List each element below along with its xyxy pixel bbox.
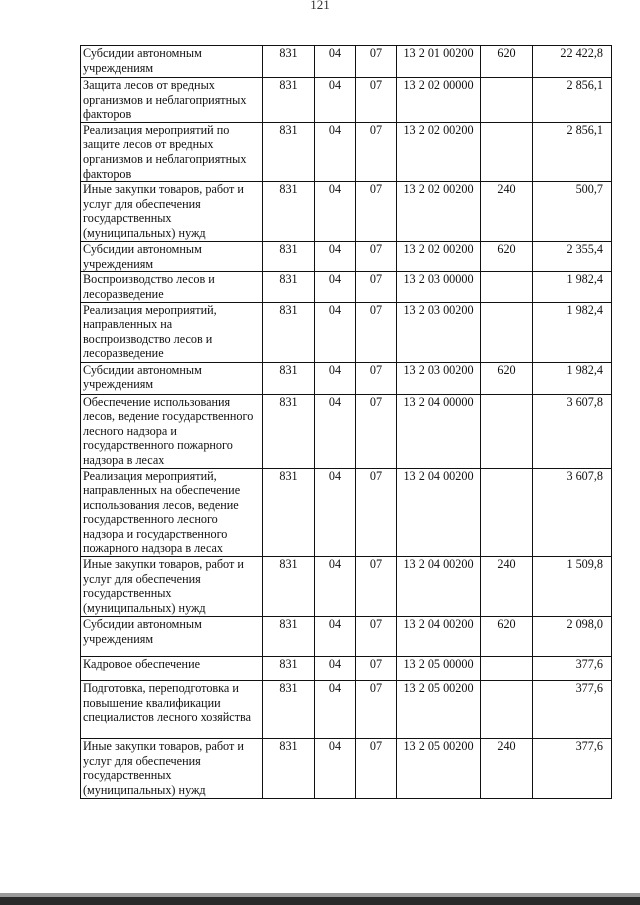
cell-ministry: 831 [263, 617, 315, 657]
cell-subsection: 07 [356, 657, 397, 681]
cell-kind [481, 272, 533, 302]
table-row [81, 468, 612, 557]
cell-amount: 1 982,4 [533, 362, 612, 394]
cell-name: Защита лесов от вредных организмов и неблагоприятных факторов [81, 78, 263, 123]
cell-subsection: 07 [356, 242, 397, 272]
cell-kind [481, 394, 533, 468]
cell-target: 13 2 03 00000 [397, 272, 481, 302]
cell-target: 13 2 02 00200 [397, 242, 481, 272]
cell-ministry: 831 [263, 272, 315, 302]
cell-subsection: 07 [356, 394, 397, 468]
cell-ministry: 831 [263, 394, 315, 468]
cell-ministry: 831 [263, 182, 315, 242]
cell-name: Иные закупки товаров, работ и услуг для обеспечения государственных (муниципальных) нужд [81, 557, 263, 617]
cell-section: 04 [315, 242, 356, 272]
cell-section: 04 [315, 557, 356, 617]
cell-subsection: 07 [356, 122, 397, 181]
table-row [81, 46, 612, 78]
cell-section: 04 [315, 122, 356, 181]
cell-target: 13 2 02 00000 [397, 78, 481, 123]
cell-kind: 620 [481, 362, 533, 394]
cell-amount: 377,6 [533, 681, 612, 739]
cell-subsection: 07 [356, 617, 397, 657]
cell-name: Субсидии автономным учреждениям [81, 242, 263, 272]
cell-section: 04 [315, 362, 356, 394]
cell-kind: 620 [481, 242, 533, 272]
cell-ministry: 831 [263, 468, 315, 557]
table-row [81, 302, 612, 362]
table-row [81, 617, 612, 657]
cell-kind: 240 [481, 557, 533, 617]
cell-section: 04 [315, 657, 356, 681]
cell-name: Подготовка, переподготовка и повышение квалификации специалистов лесного хозяйства [81, 681, 263, 739]
cell-name: Реализация мероприятий по защите лесов от вредных организмов и неблагоприятных факторов [81, 122, 263, 181]
cell-target: 13 2 05 00200 [397, 681, 481, 739]
cell-subsection: 07 [356, 739, 397, 799]
cell-amount: 377,6 [533, 657, 612, 681]
table-row [81, 78, 612, 123]
table-row [81, 182, 612, 242]
cell-kind [481, 657, 533, 681]
cell-name: Обеспечение использования лесов, ведение государственного лесного надзора и государственного пожарного надзора в лесах [81, 394, 263, 468]
cell-ministry: 831 [263, 78, 315, 123]
table-row [81, 657, 612, 681]
cell-kind [481, 468, 533, 557]
cell-section: 04 [315, 302, 356, 362]
cell-amount: 2 355,4 [533, 242, 612, 272]
cell-target: 13 2 04 00000 [397, 394, 481, 468]
cell-section: 04 [315, 617, 356, 657]
cell-target: 13 2 02 00200 [397, 182, 481, 242]
cell-section: 04 [315, 78, 356, 123]
cell-amount: 3 607,8 [533, 394, 612, 468]
cell-name: Кадровое обеспечение [81, 657, 263, 681]
cell-target: 13 2 02 00200 [397, 122, 481, 181]
cell-amount: 1 982,4 [533, 272, 612, 302]
cell-subsection: 07 [356, 46, 397, 78]
cell-target: 13 2 04 00200 [397, 617, 481, 657]
cell-ministry: 831 [263, 46, 315, 78]
cell-subsection: 07 [356, 182, 397, 242]
cell-ministry: 831 [263, 122, 315, 181]
cell-subsection: 07 [356, 302, 397, 362]
cell-section: 04 [315, 739, 356, 799]
cell-section: 04 [315, 394, 356, 468]
cell-amount: 1 509,8 [533, 557, 612, 617]
cell-amount: 2 856,1 [533, 122, 612, 181]
cell-name: Воспроизводство лесов и лесоразведение [81, 272, 263, 302]
page-number: 121 [310, 0, 330, 12]
cell-target: 13 2 04 00200 [397, 468, 481, 557]
table-row [81, 242, 612, 272]
cell-kind: 240 [481, 182, 533, 242]
table-row [81, 122, 612, 181]
cell-ministry: 831 [263, 681, 315, 739]
cell-name: Субсидии автономным учреждениям [81, 617, 263, 657]
cell-amount: 22 422,8 [533, 46, 612, 78]
cell-kind: 240 [481, 739, 533, 799]
table-row [81, 739, 612, 799]
cell-ministry: 831 [263, 302, 315, 362]
cell-amount: 1 982,4 [533, 302, 612, 362]
cell-section: 04 [315, 46, 356, 78]
cell-name: Субсидии автономным учреждениям [81, 362, 263, 394]
cell-amount: 500,7 [533, 182, 612, 242]
cell-amount: 2 098,0 [533, 617, 612, 657]
cell-ministry: 831 [263, 739, 315, 799]
cell-name: Реализация мероприятий, направленных на обеспечение использования лесов, ведение государственного лесного надзора и государственного пожарного надзора в лесах [81, 468, 263, 557]
cell-section: 04 [315, 681, 356, 739]
budget-table [80, 45, 612, 799]
cell-kind [481, 302, 533, 362]
table-body [81, 46, 612, 799]
cell-amount: 3 607,8 [533, 468, 612, 557]
cell-section: 04 [315, 468, 356, 557]
table-row [81, 362, 612, 394]
table-row [81, 681, 612, 739]
cell-kind: 620 [481, 46, 533, 78]
cell-subsection: 07 [356, 78, 397, 123]
cell-target: 13 2 03 00200 [397, 362, 481, 394]
cell-kind [481, 78, 533, 123]
cell-subsection: 07 [356, 681, 397, 739]
cell-name: Иные закупки товаров, работ и услуг для обеспечения государственных (муниципальных) нужд [81, 739, 263, 799]
cell-name: Иные закупки товаров, работ и услуг для обеспечения государственных (муниципальных) нужд [81, 182, 263, 242]
cell-target: 13 2 03 00200 [397, 302, 481, 362]
cell-section: 04 [315, 272, 356, 302]
cell-target: 13 2 04 00200 [397, 557, 481, 617]
cell-subsection: 07 [356, 468, 397, 557]
cell-ministry: 831 [263, 657, 315, 681]
cell-ministry: 831 [263, 242, 315, 272]
cell-section: 04 [315, 182, 356, 242]
cell-kind [481, 122, 533, 181]
table-row [81, 272, 612, 302]
cell-subsection: 07 [356, 362, 397, 394]
cell-amount: 377,6 [533, 739, 612, 799]
cell-target: 13 2 01 00200 [397, 46, 481, 78]
cell-ministry: 831 [263, 557, 315, 617]
cell-target: 13 2 05 00200 [397, 739, 481, 799]
cell-name: Субсидии автономным учреждениям [81, 46, 263, 78]
cell-amount: 2 856,1 [533, 78, 612, 123]
scan-edge [0, 897, 640, 905]
cell-subsection: 07 [356, 557, 397, 617]
table-row [81, 557, 612, 617]
cell-kind: 620 [481, 617, 533, 657]
cell-name: Реализация мероприятий, направленных на воспроизводство лесов и лесоразведение [81, 302, 263, 362]
cell-ministry: 831 [263, 362, 315, 394]
cell-kind [481, 681, 533, 739]
cell-subsection: 07 [356, 272, 397, 302]
cell-target: 13 2 05 00000 [397, 657, 481, 681]
table-row [81, 394, 612, 468]
